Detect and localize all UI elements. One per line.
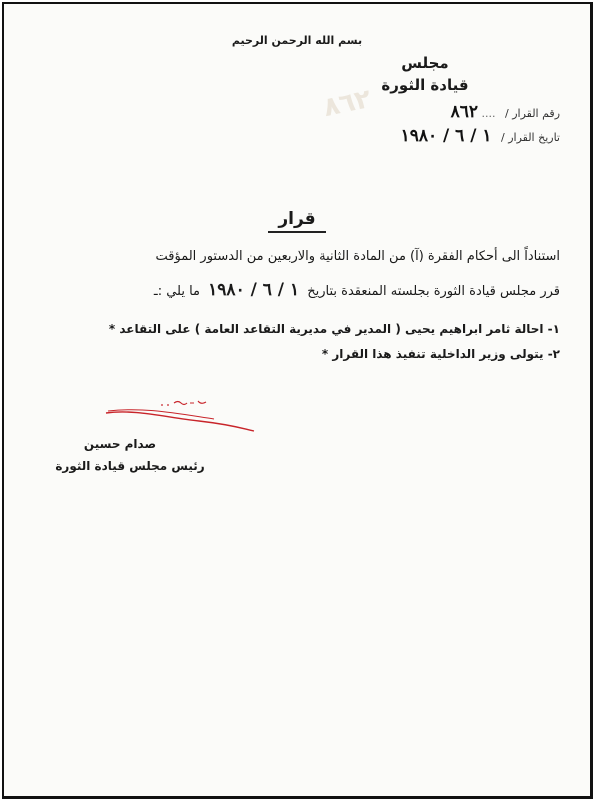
preamble-line-2: [24, 280, 560, 300]
signature-scribble: [104, 399, 264, 439]
signatory-name: صدام حسين: [83, 437, 157, 451]
faint-stamp-shadow: ٨٦٢: [320, 83, 374, 124]
decision-number-value: ٨٦٢: [450, 102, 478, 122]
decision-item-2: ٢- يتولى وزير الداخلية تنفيذ هذا القرار *: [321, 347, 560, 361]
preamble-line-1: استناداً الى أحكام الفقرة (آ) من المادة الثانية والاربعين من الدستور المؤقت: [155, 249, 560, 264]
document-title-text: قرار: [268, 209, 325, 233]
document-title: [4, 209, 590, 233]
decision-number-label: رقم القرار /: [505, 107, 560, 120]
preamble-line-2-end: ما يلي :ـ: [153, 284, 201, 299]
decision-date-label: تاريخ القرار /: [501, 131, 560, 144]
council-line-1: مجلس: [401, 54, 449, 72]
preamble-date: ١ / ٦ / ١٩٨٠: [208, 280, 300, 300]
preamble-line-2-start: قرر مجلس قيادة الثورة بجلسته المنعقدة بتاريخ: [307, 284, 560, 299]
decision-number: [451, 102, 560, 122]
decision-date-value: ١ / ٦ / ١٩٨٠: [400, 126, 492, 146]
signatory-title: رئيس مجلس قيادة الثورة: [55, 459, 205, 473]
decision-number-dots: ....: [481, 107, 496, 120]
council-heading: [360, 52, 490, 96]
decision-date: [401, 126, 560, 146]
decision-item-1: ١- احالة ثامر ابراهيم يحيى ( المدير في مديرية التقاعد العامة ) على التقاعد *: [108, 322, 560, 336]
council-line-2: قيادة الثورة: [381, 76, 469, 94]
basmala-header: بسم الله الرحمن الرحيم: [231, 34, 363, 47]
document-page: [2, 2, 593, 799]
